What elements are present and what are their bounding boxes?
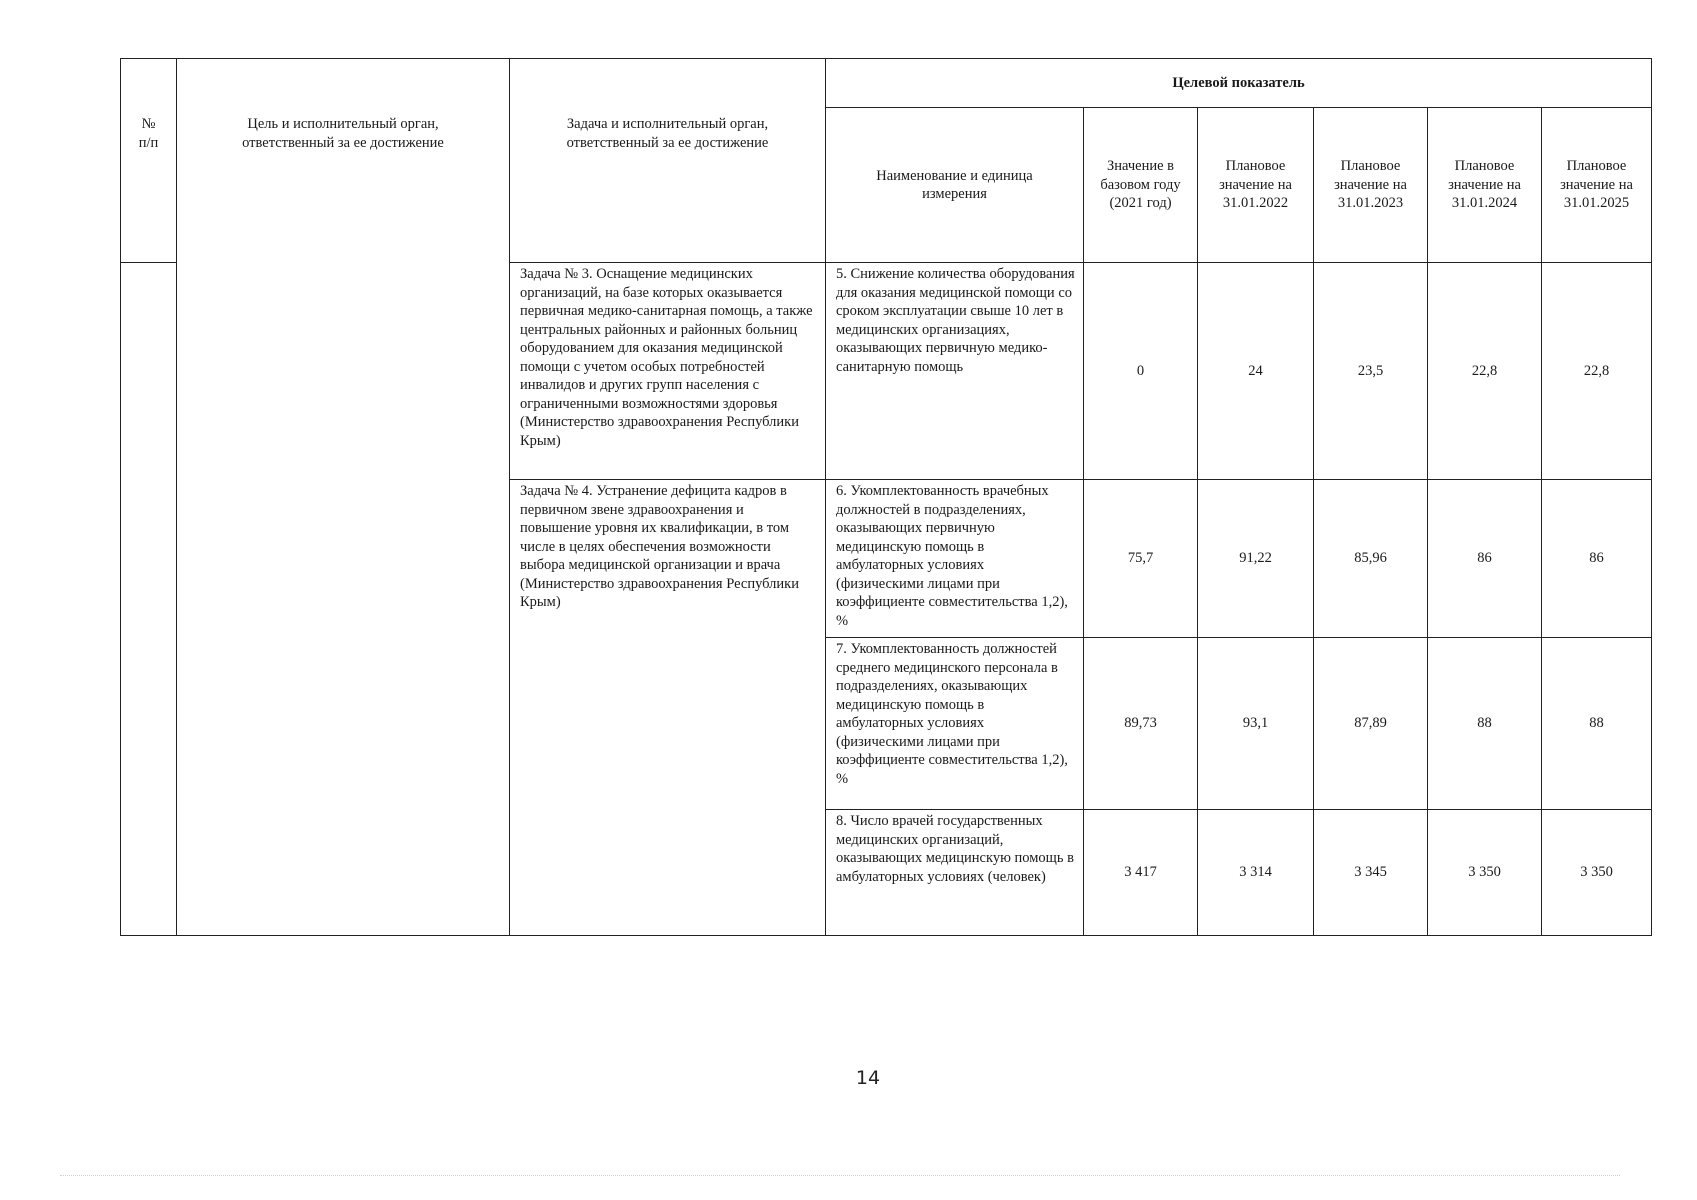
- header-name-unit: Наименование и единица измерения: [826, 108, 1084, 263]
- plan-2022-value: 91,22: [1198, 480, 1314, 638]
- plan-2022-value: 24: [1198, 263, 1314, 480]
- plan-2022-value: 93,1: [1198, 638, 1314, 810]
- header-plan-2024: Плановое значение на 31.01.2024: [1428, 108, 1542, 263]
- plan-2022-value: 3 314: [1198, 810, 1314, 936]
- plan-2025-value: 3 350: [1542, 810, 1652, 936]
- plan-2025-value: 86: [1542, 480, 1652, 638]
- header-task: Задача и исполнительный орган, ответственный за ее достижение: [510, 59, 826, 263]
- header-target-indicator: Целевой показатель: [826, 59, 1652, 108]
- plan-2025-value: 22,8: [1542, 263, 1652, 480]
- target-indicators-table: [120, 58, 1652, 936]
- page-number: 14: [855, 1067, 881, 1089]
- header-plan-2025: Плановое значение на 31.01.2025: [1542, 108, 1652, 263]
- plan-2024-value: 86: [1428, 480, 1542, 638]
- indicator-name: 5. Снижение количества оборудования для оказания медицинской помощи со сроком эксплуатации свыше 10 лет в медицинских организациях, оказывающих первичную медико-санитарную помощь: [826, 263, 1084, 480]
- header-plan-2022: Плановое значение на 31.01.2022: [1198, 108, 1314, 263]
- plan-2023-value: 23,5: [1314, 263, 1428, 480]
- base-value: 3 417: [1084, 810, 1198, 936]
- plan-2023-value: 3 345: [1314, 810, 1428, 936]
- task-3-cell: Задача № 3. Оснащение медицинских организаций, на базе которых оказывается первичная медико-санитарная помощь, а также центральных районных и районных больниц оборудованием для оказания медицинской помощи с учетом особых потребностей инвалидов и других групп населения с ограниченными возможностями здоровья (Министерство здравоохранения Республики Крым): [510, 263, 826, 480]
- base-value: 89,73: [1084, 638, 1198, 810]
- plan-2024-value: 22,8: [1428, 263, 1542, 480]
- plan-2025-value: 88: [1542, 638, 1652, 810]
- number-cell: [121, 263, 177, 936]
- plan-2023-value: 87,89: [1314, 638, 1428, 810]
- header-plan-2023: Плановое значение на 31.01.2023: [1314, 108, 1428, 263]
- indicator-name: 7. Укомплектованность должностей среднего медицинского персонала в подразделениях, оказывающих медицинскую помощь в амбулаторных условиях (физическими лицами при коэффициенте совместительства 1,2), %: [826, 638, 1084, 810]
- plan-2023-value: 85,96: [1314, 480, 1428, 638]
- scan-artifact-line: [60, 1175, 1620, 1176]
- header-number: № п/п: [121, 59, 177, 263]
- base-value: 75,7: [1084, 480, 1198, 638]
- indicator-name: 8. Число врачей государственных медицинских организаций, оказывающих медицинскую помощь в амбулаторных условиях (человек): [826, 810, 1084, 936]
- task-4-cell: Задача № 4. Устранение дефицита кадров в первичном звене здравоохранения и повышение уровня их квалификации, в том числе в целях обеспечения возможности выбора медицинской организации и врача (Министерство здравоохранения Республики Крым): [510, 480, 826, 936]
- indicator-name: 6. Укомплектованность врачебных должностей в подразделениях, оказывающих первичную медицинскую помощь в амбулаторных условиях (физическими лицами при коэффициенте совместительства 1,2), %: [826, 480, 1084, 638]
- header-goal: Цель и исполнительный орган, ответственный за ее достижение: [177, 59, 510, 936]
- plan-2024-value: 88: [1428, 638, 1542, 810]
- plan-2024-value: 3 350: [1428, 810, 1542, 936]
- base-value: 0: [1084, 263, 1198, 480]
- header-base-value: Значение в базовом году (2021 год): [1084, 108, 1198, 263]
